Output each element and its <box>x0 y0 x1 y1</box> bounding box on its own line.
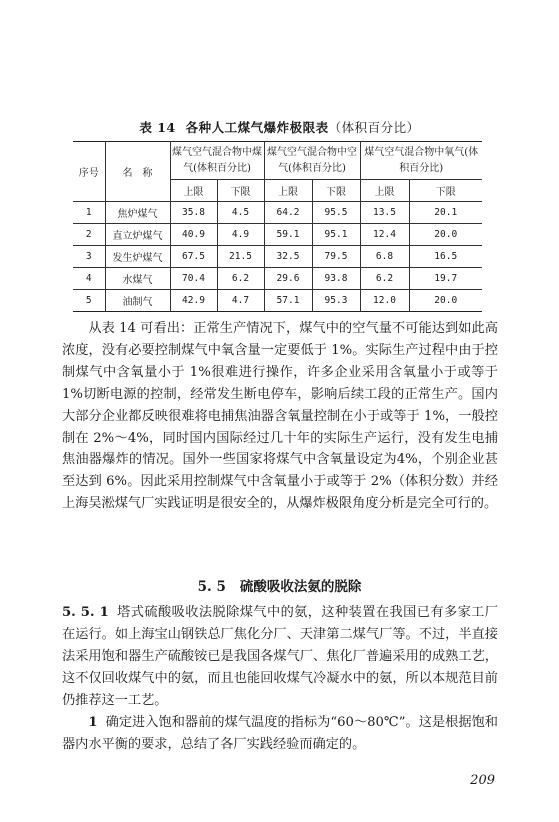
table-row <box>73 202 482 224</box>
cell-value: 21.5 <box>217 246 264 268</box>
header-upper: 上限 <box>170 180 217 202</box>
cell-value: 6.2 <box>360 268 409 290</box>
table-row <box>73 268 482 290</box>
header-lower: 下限 <box>409 180 482 202</box>
clause-paragraph <box>62 602 498 712</box>
cell-value: 12.0 <box>360 290 409 312</box>
cell-value: 20.0 <box>409 290 482 312</box>
cell-value: 20.1 <box>409 202 482 224</box>
header-lower: 下限 <box>312 180 360 202</box>
cell-name: 直立炉煤气 <box>105 224 170 246</box>
cell-value: 20.0 <box>409 224 482 246</box>
table-caption <box>0 118 559 136</box>
clause-text: 塔式硫酸吸收法脱除煤气中的氨，这种装置在我国已有多家工厂在运行。如上海宝山钢铁总厂焦化分厂、天津第二煤气厂等。不过，半直接法采用饱和器生产硫酸铵已是我国各煤气厂、焦化厂普遍采用的成熟工艺，这不仅回收煤气中的氨，而且也能回收煤气冷凝水中的氨，所以本规范目前仍推荐这一工艺。 <box>62 605 498 708</box>
cell-value: 19.7 <box>409 268 482 290</box>
item-text: 确定进入饱和器前的煤气温度的指标为“60～80℃”。这是根据饱和器内水平衡的要求，总结了各厂实践经验而确定的。 <box>62 715 498 752</box>
cell-value: 35.8 <box>170 202 217 224</box>
table-title: 各种人工煤气爆炸极限表 <box>185 120 329 135</box>
section-number: 5. 5 <box>197 579 226 595</box>
cell-name: 水煤气 <box>105 268 170 290</box>
cell-value: 95.1 <box>312 224 360 246</box>
table-row <box>73 224 482 246</box>
cell-value: 32.5 <box>264 246 312 268</box>
cell-value: 42.9 <box>170 290 217 312</box>
cell-value: 57.1 <box>264 290 312 312</box>
cell-value: 29.6 <box>264 268 312 290</box>
table-note: （体积百分比） <box>328 120 420 135</box>
header-group-gas: 煤气空气混合物中煤气(体积百分比) <box>170 142 264 180</box>
cell-value: 95.5 <box>312 202 360 224</box>
table-row <box>73 290 482 312</box>
page-number: 209 <box>470 773 495 788</box>
cell-value: 16.5 <box>409 246 482 268</box>
cell-value: 59.1 <box>264 224 312 246</box>
cell-value: 64.2 <box>264 202 312 224</box>
header-upper: 上限 <box>360 180 409 202</box>
cell-seq: 2 <box>73 224 105 246</box>
item-paragraph <box>62 712 498 756</box>
section-title: 硫酸吸收法氨的脱除 <box>239 579 362 595</box>
header-seq: 序号 <box>73 142 105 202</box>
cell-value: 6.2 <box>217 268 264 290</box>
table-row <box>73 246 482 268</box>
cell-seq: 4 <box>73 268 105 290</box>
header-upper: 上限 <box>264 180 312 202</box>
cell-value: 4.7 <box>217 290 264 312</box>
cell-value: 12.4 <box>360 224 409 246</box>
cell-value: 4.9 <box>217 224 264 246</box>
cell-value: 13.5 <box>360 202 409 224</box>
cell-value: 67.5 <box>170 246 217 268</box>
section-heading <box>0 575 559 595</box>
cell-value: 6.8 <box>360 246 409 268</box>
clause-number: 5. 5. 1 <box>62 605 109 620</box>
header-name: 名 称 <box>105 142 170 202</box>
explosion-limit-table <box>73 141 482 312</box>
table-header-row <box>73 142 482 180</box>
cell-value: 70.4 <box>170 268 217 290</box>
header-group-air: 煤气空气混合物中空气(体积百分比) <box>264 142 360 180</box>
table-number: 表 14 <box>139 120 176 135</box>
cell-name: 油制气 <box>105 290 170 312</box>
cell-seq: 5 <box>73 290 105 312</box>
cell-name: 发生炉煤气 <box>105 246 170 268</box>
cell-name: 焦炉煤气 <box>105 202 170 224</box>
cell-value: 40.9 <box>170 224 217 246</box>
cell-value: 95.3 <box>312 290 360 312</box>
header-group-oxygen: 煤气空气混合物中氧气(体积百分比) <box>360 142 482 180</box>
cell-value: 79.5 <box>312 246 360 268</box>
explanation-paragraph: 从表 14 可看出：正常生产情况下，煤气中的空气量不可能达到如此高浓度，没有必要控制煤气中氧含量一定要低于 1%。实际生产过程中由于控制煤气中含氧量小于 1%很难进行操作，许多企业采用含氧量小于或等于 1%切断电源的控制，经常发生断电停车，影响后续工段的正常生产。国内大部分企业都反映很难将电捕焦油器含氧量控制在小于或等于 1%，一般控制在 2%～4%，同时国内国际经过几十年的实际生产运行，没有发生电捕焦油器爆炸的情况。国外一些国家将煤气中含氧量设定为4%，个别企业甚至达到 6%。因此采用控制煤气中含氧量小于或等于 2%（体积分数）并经上海吴淞煤气厂实践证明是很安全的，从爆炸极限角度分析是完全可行的。 <box>62 321 498 512</box>
cell-seq: 3 <box>73 246 105 268</box>
cell-value: 93.8 <box>312 268 360 290</box>
cell-value: 4.5 <box>217 202 264 224</box>
cell-seq: 1 <box>73 202 105 224</box>
item-number: 1 <box>88 715 98 730</box>
header-lower: 下限 <box>217 180 264 202</box>
